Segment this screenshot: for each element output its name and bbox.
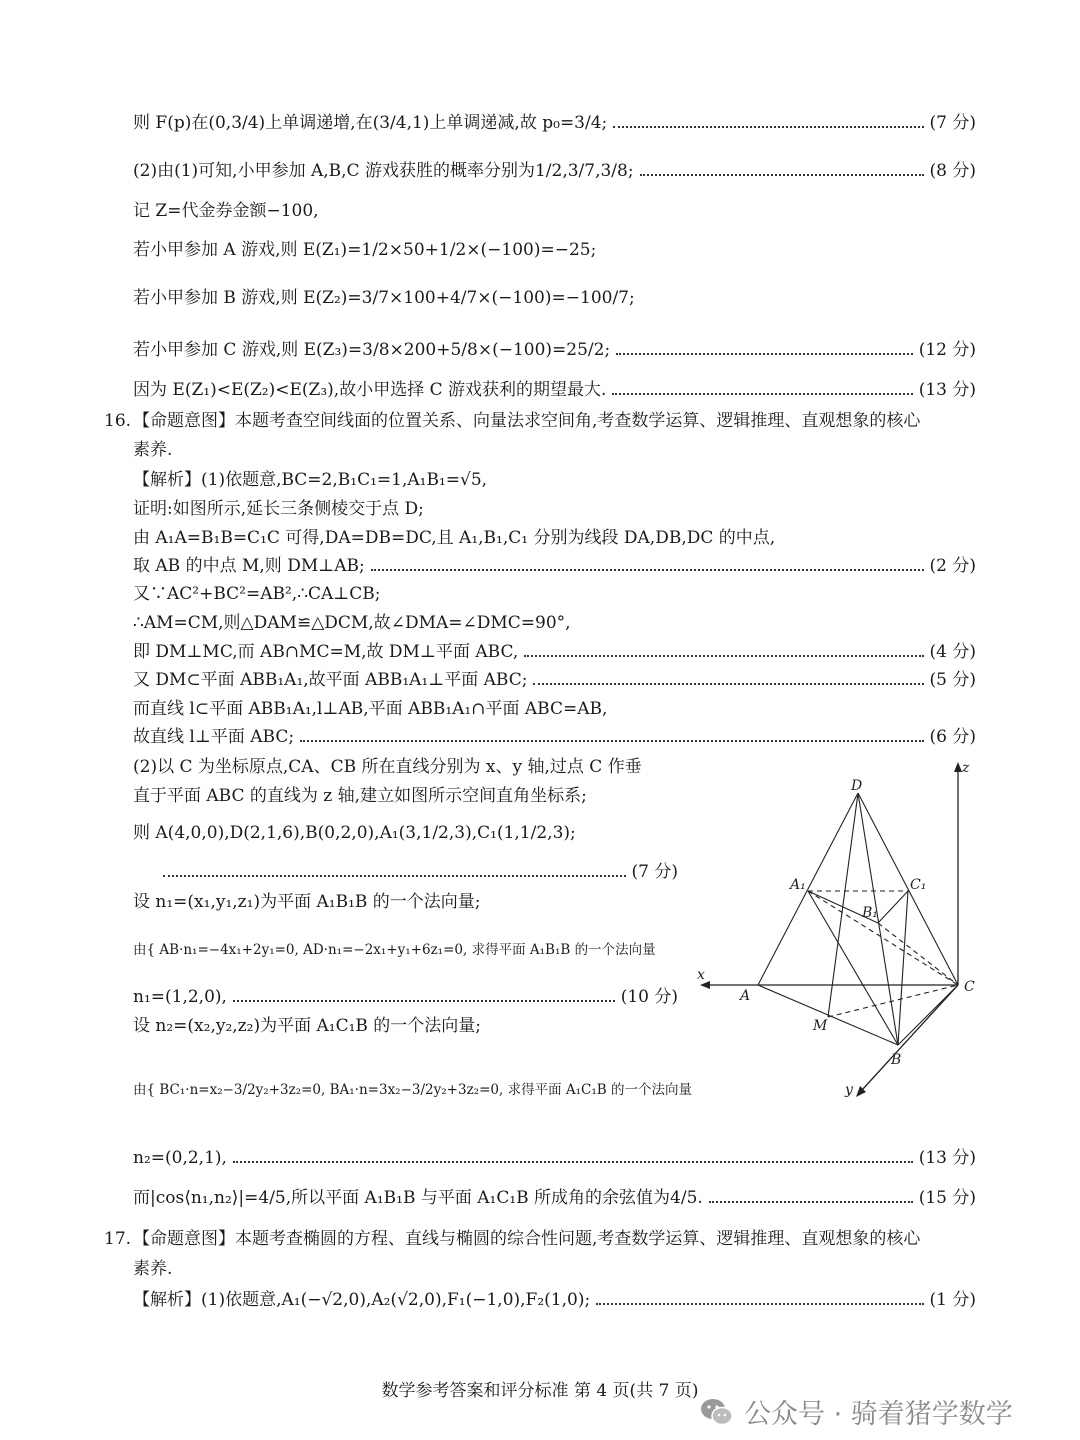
- text-line: 即 DM⊥MC,而 AB∩MC=M,故 DM⊥平面 ABC, (4 分): [133, 642, 976, 662]
- label-D: D: [851, 778, 863, 794]
- pyramid-figure: [690, 755, 990, 1115]
- label-M: M: [813, 1018, 828, 1034]
- text-line: 而直线 l⊂平面 ABB₁A₁,l⊥AB,平面 ABB₁A₁∩平面 ABC=AB,: [133, 699, 608, 719]
- watermark: [700, 1392, 1013, 1431]
- label-B1: B₁: [862, 905, 878, 921]
- text-line: 则 A(4,0,0),D(2,1,6),B(0,2,0),A₁(3,1/2,3),C₁(1,1/2,3);: [133, 823, 576, 843]
- text-line: 又 DM⊂平面 ABB₁A₁,故平面 ABB₁A₁⊥平面 ABC; (5 分): [133, 670, 976, 690]
- text-line: 取 AB 的中点 M,则 DM⊥AB; (2 分): [133, 556, 976, 576]
- text-line: ∴AM=CM,则△DAM≌△DCM,故∠DMA=∠DMC=90°,: [133, 613, 571, 633]
- text-line: 证明:如图所示,延长三条侧棱交于点 D;: [133, 499, 424, 519]
- text-line: 而|cos⟨n₁,n₂⟩|=4/5,所以平面 A₁B₁B 与平面 A₁C₁B 所成角的余弦值为4/5. (15 分): [133, 1188, 976, 1208]
- text-line: 故直线 l⊥平面 ABC; (6 分): [133, 727, 976, 747]
- text-line: 直于平面 ABC 的直线为 z 轴,建立如图所示空间直角坐标系;: [133, 786, 587, 806]
- label-C1: C₁: [910, 877, 927, 893]
- text-line: 由 A₁A=B₁B=C₁C 可得,DA=DB=DC,且 A₁,B₁,C₁ 分别为线段 DA,DB,DC 的中点,: [133, 528, 776, 548]
- text-line: 记 Z=代金券金额−100,: [133, 201, 319, 221]
- question-number: 16.: [104, 411, 132, 431]
- text-line: 则 F(p)在(0,3/4)上单调递增,在(3/4,1)上单调递减,故 p₀=3/4; (7 分): [133, 113, 976, 133]
- text-line: 若小甲参加 A 游戏,则 E(Z₁)=1/2×50+1/2×(−100)=−25;: [133, 240, 597, 260]
- text-line: 【解析】(1)依题意,BC=2,B₁C₁=1,A₁B₁=√5,: [133, 470, 488, 490]
- text-line: 若小甲参加 C 游戏,则 E(Z₃)=3/8×200+5/8×(−100)=25/2; (12 分): [133, 340, 976, 360]
- label-C: C: [964, 979, 975, 995]
- label-z: z: [962, 760, 970, 776]
- label-x: x: [697, 967, 705, 983]
- watermark-text: 公众号 · 骑着猪学数学: [744, 1399, 1013, 1430]
- text-line: (7 分): [133, 860, 678, 884]
- text-line: 由{ AB·n₁=−4x₁+2y₁=0, AD·n₁=−2x₁+y₁+6z₁=0, 求得平面 A₁B₁B 的一个法向量: [133, 942, 656, 958]
- text-line: 设 n₂=(x₂,y₂,z₂)为平面 A₁C₁B 的一个法向量;: [133, 1016, 482, 1036]
- text-line: 由{ BC₁·n=x₂−3/2y₂+3z₂=0, BA₁·n=3x₂−3/2y₂+3z₂=0, 求得平面 A₁C₁B 的一个法向量: [133, 1082, 692, 1098]
- text-line: 因为 E(Z₁)<E(Z₂)<E(Z₃),故小甲选择 C 游戏获利的期望最大. (13 分): [133, 380, 976, 400]
- label-A: A: [740, 988, 751, 1004]
- page-footer: 数学参考答案和评分标准 第 4 页(共 7 页): [381, 1381, 699, 1401]
- intent-line: 素养.: [133, 440, 173, 460]
- text-line: n₁=(1,2,0), (10 分): [133, 987, 678, 1007]
- text-line: 又∵AC²+BC²=AB²,∴CA⊥CB;: [133, 584, 381, 604]
- text-line: n₂=(0,2,1), (13 分): [133, 1148, 976, 1168]
- label-B: B: [891, 1052, 902, 1068]
- question-number: 17.: [104, 1229, 132, 1249]
- text-line: 设 n₁=(x₁,y₁,z₁)为平面 A₁B₁B 的一个法向量;: [133, 892, 481, 912]
- intent-line: 【命题意图】本题考查空间线面的位置关系、向量法求空间角,考查数学运算、逻辑推理、直观想象的核心: [133, 411, 921, 431]
- text-line: (2)由(1)可知,小甲参加 A,B,C 游戏获胜的概率分别为1/2,3/7,3/8; (8 分): [133, 161, 976, 181]
- text-line: 若小甲参加 B 游戏,则 E(Z₂)=3/7×100+4/7×(−100)=−100/7;: [133, 288, 635, 308]
- intent-line: 素养.: [133, 1259, 173, 1279]
- wechat-icon: [700, 1397, 734, 1427]
- label-y: y: [845, 1082, 853, 1098]
- intent-line: 【命题意图】本题考查椭圆的方程、直线与椭圆的综合性问题,考查数学运算、逻辑推理、直观想象的核心: [133, 1229, 921, 1249]
- label-A1: A₁: [790, 877, 806, 893]
- text-line: 【解析】(1)依题意,A₁(−√2,0),A₂(√2,0),F₁(−1,0),F₂(1,0); (1 分): [133, 1290, 976, 1310]
- text-line: (2)以 C 为坐标原点,CA、CB 所在直线分别为 x、y 轴,过点 C 作垂: [133, 757, 642, 777]
